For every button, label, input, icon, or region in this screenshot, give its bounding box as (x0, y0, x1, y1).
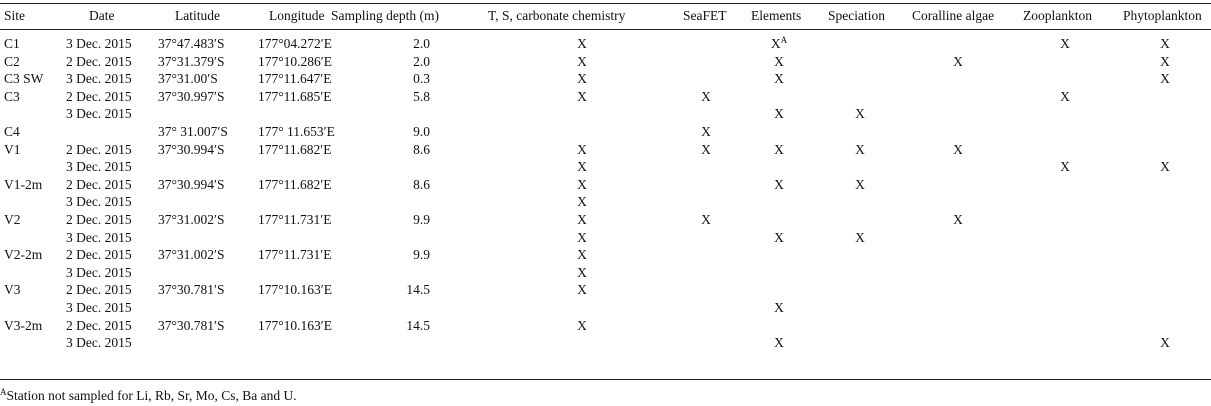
cell-depth-text: 14.5 (406, 282, 430, 298)
cell-date-text: 3 Dec. 2015 (66, 335, 132, 351)
cell-longitude-text: 177°10.163′E (258, 282, 332, 298)
cell-latitude (158, 141, 225, 159)
cell-depth-text: 9.9 (413, 211, 430, 227)
cell-longitude (258, 70, 331, 88)
cell-site-text: V2-2m (4, 247, 43, 263)
cell-site (4, 88, 20, 106)
cell-longitude-text: 177°04.272′E (258, 36, 332, 51)
cell-date-text: 3 Dec. 2015 (66, 194, 132, 210)
cell-coralline-algae (936, 53, 980, 71)
table-row (0, 70, 1211, 88)
cell-longitude-text: 177°11.731′E (258, 211, 332, 227)
header-latitude: Latitude (175, 8, 220, 23)
table-row (0, 264, 1211, 282)
table-row (0, 176, 1211, 194)
table-body (0, 35, 1211, 352)
table-row (0, 53, 1211, 71)
cell-phytoplankton (1143, 53, 1187, 71)
table-row (0, 141, 1211, 159)
cell-depth (330, 176, 430, 194)
cell-speciation-text: X (855, 229, 865, 245)
cell-speciation (838, 141, 882, 159)
cell-coralline-algae-text: X (953, 211, 963, 227)
cell-site-text: C3 SW (4, 71, 44, 87)
cell-date-text: 2 Dec. 2015 (66, 247, 132, 263)
cell-latitude (158, 281, 225, 299)
header-date: Date (89, 8, 115, 23)
header-site: Site (4, 8, 26, 23)
cell-longitude-text: 177°11.682′E (258, 176, 332, 192)
cell-longitude-text: 177°10.163′E (258, 317, 332, 333)
cell-date (66, 229, 132, 247)
table-row (0, 317, 1211, 335)
cell-date (66, 317, 132, 335)
cell-date (66, 176, 132, 194)
table-row (0, 229, 1211, 247)
cell-depth-text: 8.6 (413, 176, 430, 192)
table-row (0, 123, 1211, 141)
table-footnote (0, 388, 297, 404)
cell-site-text: C3 (4, 88, 20, 104)
cell-elements (757, 70, 801, 88)
cell-seafet-text: X (701, 211, 711, 227)
cell-date-text: 3 Dec. 2015 (66, 71, 132, 87)
cell-latitude (158, 35, 225, 53)
cell-chemistry-text: X (577, 264, 587, 280)
cell-seafet (684, 88, 728, 106)
cell-elements (757, 299, 801, 317)
cell-date (66, 158, 132, 176)
cell-chemistry (560, 264, 604, 282)
cell-chemistry (560, 176, 604, 194)
cell-depth (330, 281, 430, 299)
header-rule (0, 29, 1211, 30)
cell-date (66, 211, 132, 229)
cell-depth (330, 246, 430, 264)
cell-latitude-text: 37°30.994′S (158, 141, 225, 157)
cell-latitude (158, 88, 225, 106)
cell-date-text: 3 Dec. 2015 (66, 229, 132, 245)
cell-elements-text: X (770, 36, 781, 51)
footnote-text: Station not sampled for Li, Rb, Sr, Mo, Cs, Ba and U. (6, 388, 297, 403)
cell-speciation-text: X (855, 141, 865, 157)
cell-site (4, 281, 21, 299)
cell-phytoplankton (1143, 158, 1187, 176)
cell-longitude (258, 53, 332, 71)
cell-depth (330, 88, 430, 106)
cell-seafet (684, 141, 728, 159)
cell-latitude-text: 37°31.379′S (158, 53, 225, 69)
cell-site (4, 123, 20, 141)
cell-longitude (258, 176, 331, 194)
cell-date-text: 2 Dec. 2015 (66, 211, 132, 227)
cell-elements-text: X (774, 53, 784, 69)
cell-longitude-text: 177°11.731′E (258, 247, 332, 263)
cell-site-text: C2 (4, 53, 20, 69)
cell-site-text: V3-2m (4, 317, 43, 333)
cell-chemistry-text: X (577, 176, 587, 192)
cell-elements-text: X (774, 299, 784, 315)
cell-phytoplankton-text: X (1160, 36, 1170, 51)
cell-site (4, 211, 21, 229)
cell-site (4, 176, 42, 194)
cell-latitude-text: 37°30.994′S (158, 176, 225, 192)
cell-phytoplankton (1143, 334, 1187, 352)
cell-phytoplankton-text: X (1160, 159, 1170, 175)
table-row (0, 211, 1211, 229)
cell-latitude-text: 37°30.781′S (158, 282, 225, 298)
cell-depth-text: 14.5 (406, 317, 430, 333)
cell-chemistry-text: X (577, 317, 587, 333)
cell-chemistry-text: X (577, 36, 587, 51)
cell-coralline-algae (936, 211, 980, 229)
table-row (0, 299, 1211, 317)
cell-chemistry (560, 53, 604, 71)
cell-chemistry (560, 281, 604, 299)
cell-site (4, 141, 21, 159)
cell-zooplankton-text: X (1060, 159, 1070, 175)
table-row (0, 193, 1211, 211)
cell-latitude (158, 246, 225, 264)
header-chemistry: T, S, carbonate chemistry (488, 8, 626, 23)
cell-date-text: 2 Dec. 2015 (66, 282, 132, 298)
cell-site-text: V1 (4, 141, 21, 157)
cell-elements (757, 334, 801, 352)
cell-depth-text: 9.0 (413, 123, 430, 139)
header-phytoplankton: Phytoplankton (1123, 8, 1202, 23)
cell-elements (757, 35, 801, 53)
header-coralline-algae: Coralline algae (912, 8, 995, 23)
cell-latitude (158, 211, 225, 229)
table-row (0, 105, 1211, 123)
cell-depth-text: 9.9 (413, 247, 430, 263)
cell-date (66, 35, 132, 53)
header-longitude: Longitude (269, 8, 325, 23)
cell-latitude-text: 37°30.997′S (158, 88, 225, 104)
table-bottom-rule (0, 379, 1211, 380)
table-row (0, 35, 1211, 53)
cell-chemistry-text: X (577, 88, 587, 104)
cell-depth (330, 35, 430, 53)
cell-longitude-text: 177°11.682′E (258, 141, 332, 157)
cell-elements-text: X (774, 71, 784, 87)
cell-seafet (684, 211, 728, 229)
cell-depth (330, 141, 430, 159)
cell-date (66, 246, 132, 264)
cell-date-text: 3 Dec. 2015 (66, 159, 132, 175)
cell-seafet (684, 123, 728, 141)
cell-site-text: C1 (4, 36, 20, 51)
cell-zooplankton (1043, 88, 1087, 106)
table-header-row (0, 7, 1211, 24)
table-top-rule (0, 3, 1211, 4)
cell-speciation-text: X (855, 176, 865, 192)
cell-elements-text: X (774, 229, 784, 245)
header-elements: Elements (751, 8, 802, 23)
cell-chemistry-text: X (577, 229, 587, 245)
cell-seafet-text: X (701, 88, 711, 104)
cell-longitude-text: 177° 11.653′E (258, 123, 335, 139)
cell-chemistry (560, 141, 604, 159)
cell-seafet-text: X (701, 141, 711, 157)
cell-chemistry (560, 246, 604, 264)
cell-site (4, 70, 43, 88)
cell-elements (757, 176, 801, 194)
cell-chemistry (560, 229, 604, 247)
cell-latitude-text: 37°31.002′S (158, 211, 225, 227)
header-speciation: Speciation (828, 8, 885, 23)
cell-latitude (158, 70, 218, 88)
cell-date (66, 105, 132, 123)
cell-elements (757, 53, 801, 71)
cell-longitude (258, 317, 332, 335)
table-row (0, 246, 1211, 264)
cell-latitude (158, 123, 228, 141)
cell-latitude-text: 37°31.00′S (158, 71, 218, 87)
cell-depth (330, 317, 430, 335)
cell-chemistry (560, 88, 604, 106)
cell-phytoplankton-text: X (1160, 53, 1170, 69)
cell-zooplankton-text: X (1060, 36, 1070, 51)
header-seafet: SeaFET (683, 8, 727, 23)
cell-date (66, 53, 132, 71)
cell-site (4, 35, 20, 53)
cell-date-text: 2 Dec. 2015 (66, 88, 132, 104)
cell-latitude-text: 37°31.002′S (158, 247, 225, 263)
cell-chemistry (560, 35, 604, 53)
cell-chemistry-text: X (577, 247, 587, 263)
cell-latitude (158, 176, 225, 194)
footnote-marker: A (0, 387, 7, 397)
cell-site-text: C4 (4, 123, 20, 139)
cell-depth (330, 211, 430, 229)
table-row (0, 88, 1211, 106)
cell-coralline-algae-text: X (953, 53, 963, 69)
cell-longitude-text: 177°11.685′E (258, 88, 332, 104)
cell-depth (330, 70, 430, 88)
table-row (0, 281, 1211, 299)
cell-site (4, 317, 42, 335)
cell-longitude-text: 177°11.647′E (258, 71, 332, 87)
cell-speciation-text: X (855, 106, 865, 122)
cell-chemistry-text: X (577, 71, 587, 87)
cell-elements (757, 141, 801, 159)
header-depth: Sampling depth (m) (331, 8, 439, 23)
cell-depth-text: 2.0 (413, 53, 430, 69)
cell-date (66, 281, 132, 299)
cell-speciation (838, 176, 882, 194)
cell-coralline-algae (936, 141, 980, 159)
cell-longitude (258, 211, 331, 229)
cell-date (66, 299, 132, 317)
cell-zooplankton (1043, 158, 1087, 176)
cell-chemistry (560, 211, 604, 229)
cell-latitude (158, 53, 225, 71)
cell-latitude-text: 37°47.483′S (158, 36, 225, 51)
cell-phytoplankton (1143, 35, 1187, 53)
cell-coralline-algae-text: X (953, 141, 963, 157)
cell-latitude-text: 37°30.781′S (158, 317, 225, 333)
cell-zooplankton-text: X (1060, 88, 1070, 104)
cell-date (66, 88, 132, 106)
cell-phytoplankton (1143, 70, 1187, 88)
cell-date-text: 3 Dec. 2015 (66, 264, 132, 280)
cell-longitude (258, 246, 331, 264)
cell-date (66, 141, 132, 159)
cell-chemistry-text: X (577, 141, 587, 157)
cell-depth (330, 123, 430, 141)
cell-elements-text: X (774, 106, 784, 122)
cell-phytoplankton-text: X (1160, 335, 1170, 351)
cell-depth-text: 8.6 (413, 141, 430, 157)
cell-date-text: 3 Dec. 2015 (66, 106, 132, 122)
cell-date (66, 193, 132, 211)
cell-chemistry (560, 317, 604, 335)
cell-chemistry-text: X (577, 159, 587, 175)
cell-chemistry (560, 193, 604, 211)
cell-latitude-text: 37° 31.007′S (158, 123, 228, 139)
cell-longitude (258, 123, 335, 141)
cell-chemistry-text: X (577, 194, 587, 210)
cell-depth (330, 53, 430, 71)
header-zooplankton: Zooplankton (1023, 8, 1092, 23)
cell-longitude-text: 177°10.286′E (258, 53, 332, 69)
table-row (0, 334, 1211, 352)
cell-longitude (258, 88, 331, 106)
cell-chemistry (560, 158, 604, 176)
footnote-ref: A (780, 35, 788, 45)
cell-elements-text: X (774, 335, 784, 351)
cell-date-text: 2 Dec. 2015 (66, 317, 132, 333)
cell-date (66, 334, 132, 352)
cell-date-text: 2 Dec. 2015 (66, 176, 132, 192)
cell-elements (757, 105, 801, 123)
cell-date-text: 2 Dec. 2015 (66, 141, 132, 157)
cell-longitude (258, 141, 331, 159)
cell-site-text: V3 (4, 282, 21, 298)
cell-date-text: 3 Dec. 2015 (66, 299, 132, 315)
cell-speciation (838, 105, 882, 123)
cell-chemistry-text: X (577, 211, 587, 227)
cell-depth-text: 0.3 (413, 71, 430, 87)
cell-site-text: V1-2m (4, 176, 43, 192)
cell-zooplankton (1043, 35, 1087, 53)
cell-depth-text: 5.8 (413, 88, 430, 104)
cell-elements (757, 229, 801, 247)
cell-seafet-text: X (701, 123, 711, 139)
cell-date-text: 2 Dec. 2015 (66, 53, 132, 69)
cell-longitude (258, 35, 332, 53)
cell-site-text: V2 (4, 211, 21, 227)
cell-chemistry (560, 70, 604, 88)
cell-date (66, 264, 132, 282)
cell-longitude (258, 281, 332, 299)
cell-phytoplankton-text: X (1160, 71, 1170, 87)
cell-chemistry-text: X (577, 53, 587, 69)
cell-depth-text: 2.0 (413, 36, 430, 51)
cell-date (66, 70, 132, 88)
cell-latitude (158, 317, 225, 335)
cell-elements-text: X (774, 141, 784, 157)
cell-site (4, 246, 42, 264)
cell-site (4, 53, 20, 71)
cell-speciation (838, 229, 882, 247)
cell-elements-text: X (774, 176, 784, 192)
table-row (0, 158, 1211, 176)
cell-date-text: 3 Dec. 2015 (66, 36, 132, 51)
cell-chemistry-text: X (577, 282, 587, 298)
